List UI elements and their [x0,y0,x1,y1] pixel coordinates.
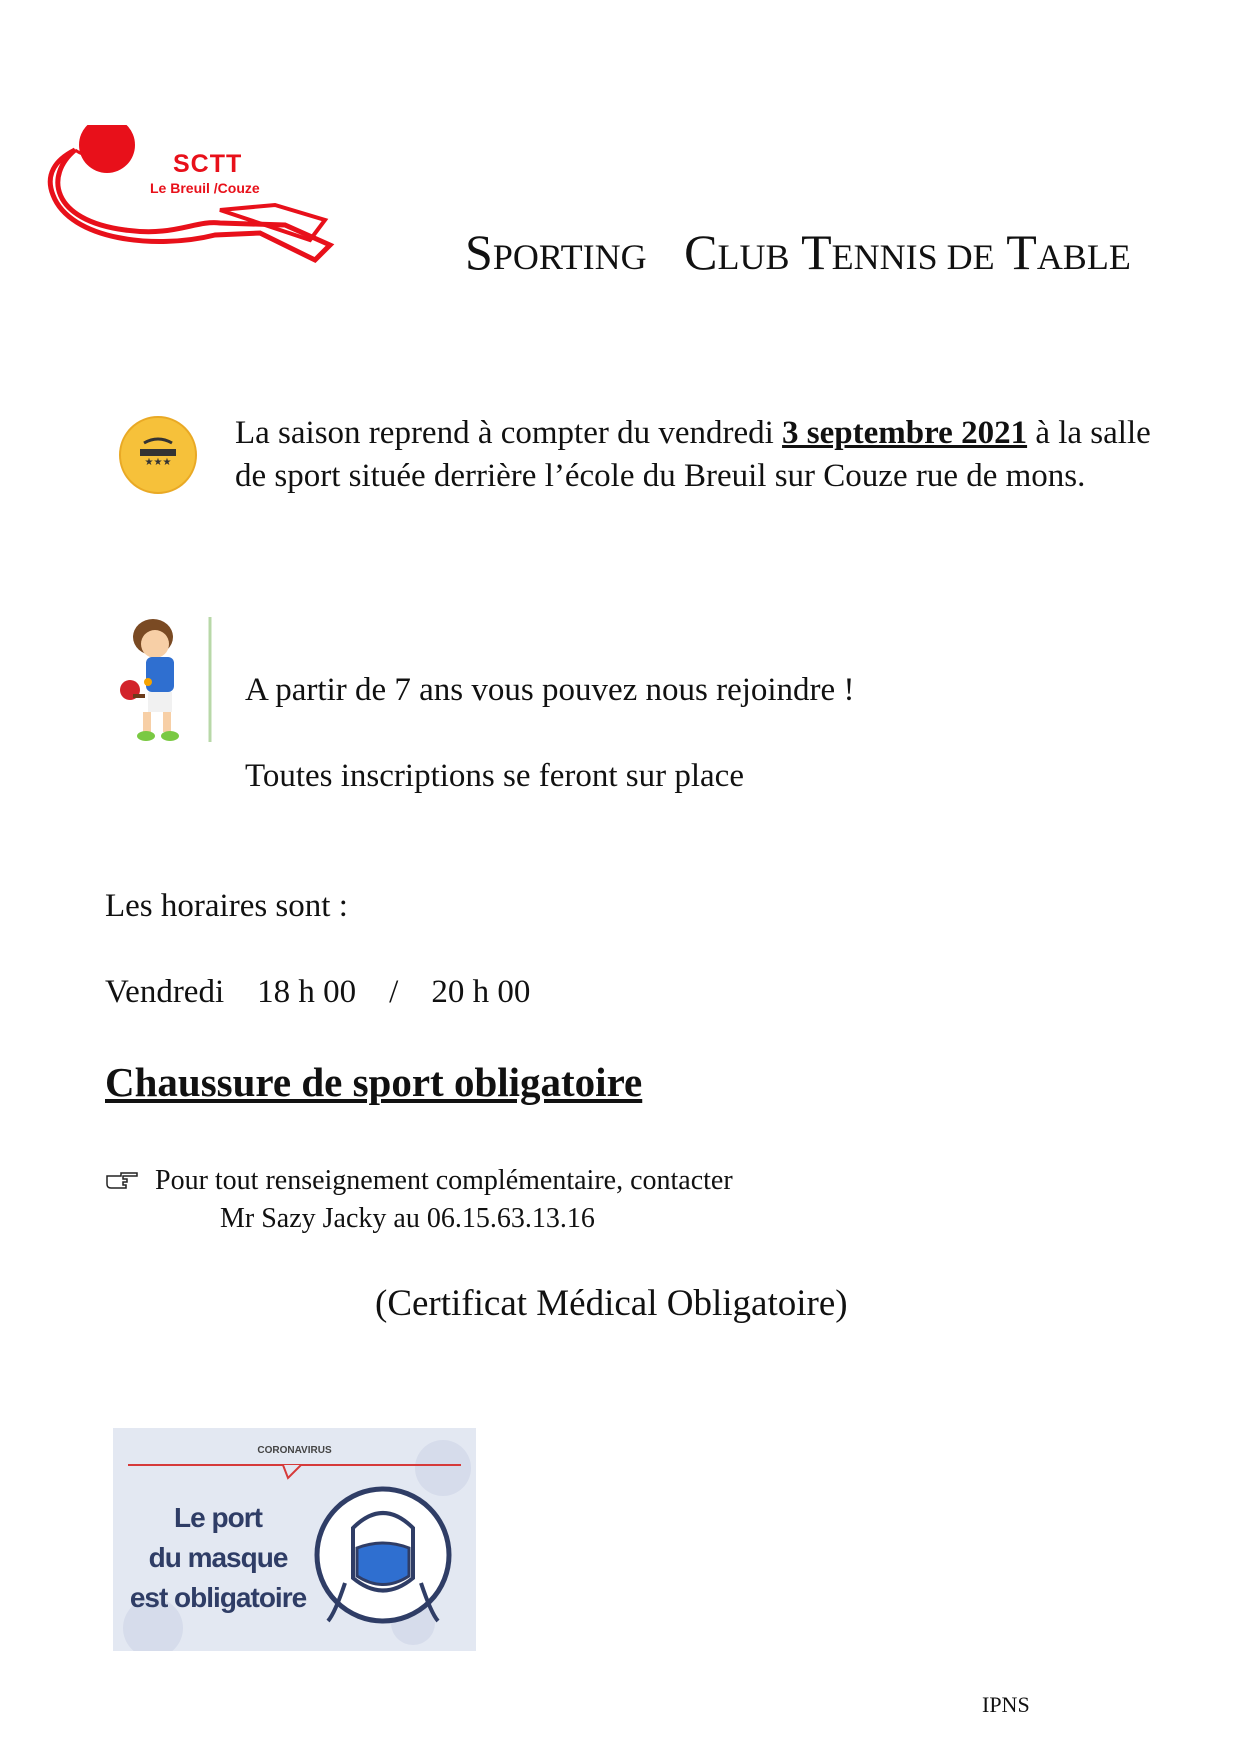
logo-ball [79,125,135,173]
age-info: A partir de 7 ans vous pouvez nous rejoindre ! [245,672,855,708]
mask-mandatory-poster [113,1428,476,1651]
sctt-logo [45,125,380,285]
medical-certificate-note: (Certificat Médical Obligatoire) [375,1283,848,1324]
logo-place: Le Breuil /Couze [150,180,260,196]
hours-label: Les horaires sont : [105,888,348,924]
season-intro: La saison reprend à compter du vendredi 3 septembre 2021 à la salle de sport située derrière l’école du Breuil sur Couze rue de mons. [235,415,1151,494]
hours-schedule: Vendredi 18 h 00 / 20 h 00 [105,974,531,1010]
svg-text:★★★: ★★★ [144,457,172,468]
shoes-requirement: Chaussure de sport obligatoire [105,1059,643,1105]
pointing-hand-icon [105,1168,139,1192]
season-date: 3 septembre 2021 [782,415,1028,451]
contact-line: Pour tout renseignement complémentaire, contacter [155,1165,733,1196]
inscriptions-info: Toutes inscriptions se feront sur place [245,758,744,794]
ping-pong-ball-icon [118,415,198,495]
coronavirus-label: CORONAVIRUS [257,1445,332,1456]
logo-name: SCTT [173,150,243,178]
kid-playing-illustration [118,612,230,747]
mask-message: Le port du masque est obligatoire [129,1502,307,1613]
contact-person: Mr Sazy Jacky au 06.15.63.13.16 [220,1203,595,1234]
page-title: SPORTING CLUB TENNIS DE TABLE [465,224,1131,280]
footer-ipns: IPNS [982,1692,1030,1717]
